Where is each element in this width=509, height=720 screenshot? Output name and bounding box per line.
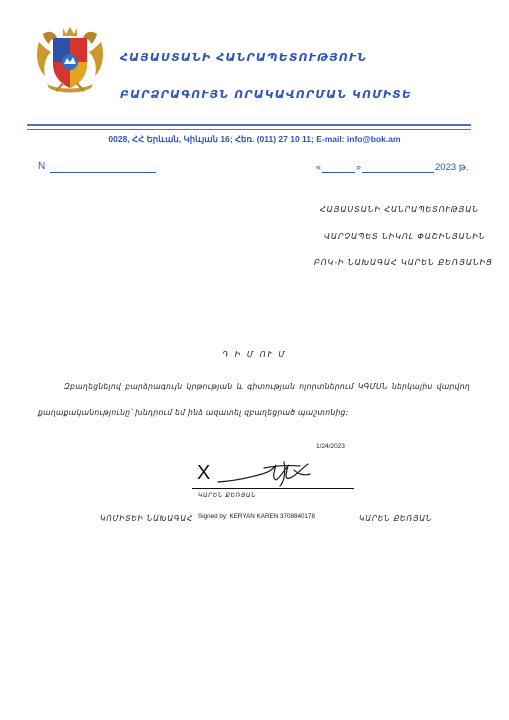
document-title: Դ Ի Մ ՈՒ Մ (222, 350, 287, 359)
organization-subtitle: ԲԱՐՁՐԱԳՈՒՅՆ ՈՐԱԿԱՎՈՐՄԱՆ ԿՈՄԻՏԵ (120, 88, 413, 101)
body-paragraph-2: քաղաքականությունը՝ խնդրում եմ ինձ ազատել զբաղեցրած պաշտոնից: (38, 408, 349, 417)
body-paragraph-1: Զբաղեցնելով բարձրագույն կրթության և գիտության ոլորտներում ԿԳՄՍՆ ներկայիս վարվող (64, 382, 470, 391)
organization-name: ՀԱՅԱՍՏԱՆԻ ՀԱՆՐԱՊԵՏՈՒԹՅՈՒՆ (120, 51, 368, 64)
signature-date: 1/24/2023 (316, 443, 345, 450)
signer-role: ԿՈՄԻՏԵԻ ՆԱԽԱԳԱՀ (100, 514, 194, 523)
date-open-quote: « (316, 162, 322, 172)
signature-x-mark: X (197, 462, 211, 484)
contact-line: 0028, ՀՀ Երևան, Կիևյան 16; Հեռ. (011) 27 10 11; E-mail: info@bok.am (108, 134, 401, 144)
digital-signature-info: Signed by: KERYAN KAREN 3708840178 (198, 513, 316, 520)
addressee-line-1: ՀԱՅԱՍՏԱՆԻ ՀԱՆՐԱՊԵՏՈՒԹՅԱՆ (320, 205, 480, 214)
date-day-blank (322, 172, 355, 173)
signer-name: ԿԱՐԵՆ ՔԵՌՅԱՆ (359, 514, 433, 523)
signer-printed-name: ԿԱՐԵՆ ՔԵՌՅԱՆ (198, 492, 257, 499)
handwritten-signature (214, 456, 324, 490)
date-close-quote: » (356, 162, 362, 172)
reference-number-label: N (38, 161, 46, 172)
header-divider-thin (27, 129, 471, 130)
reference-number-blank (50, 172, 156, 173)
header-divider-thick (27, 124, 471, 126)
date-year: 2023 թ. (435, 162, 469, 173)
addressee-line-3: ԲՈԿ-Ի ՆԱԽԱԳԱՀ ԿԱՐԵՆ ՔԵՌՅԱՆԻՑ (314, 258, 493, 267)
date-month-blank (362, 172, 434, 173)
signature-line (192, 488, 354, 489)
coat-of-arms-emblem (33, 24, 107, 100)
addressee-line-2: ՎԱՐՉԱՊԵՏ ՆԻԿՈԼ ՓԱՇԻՆՅԱՆԻՆ (324, 232, 486, 241)
